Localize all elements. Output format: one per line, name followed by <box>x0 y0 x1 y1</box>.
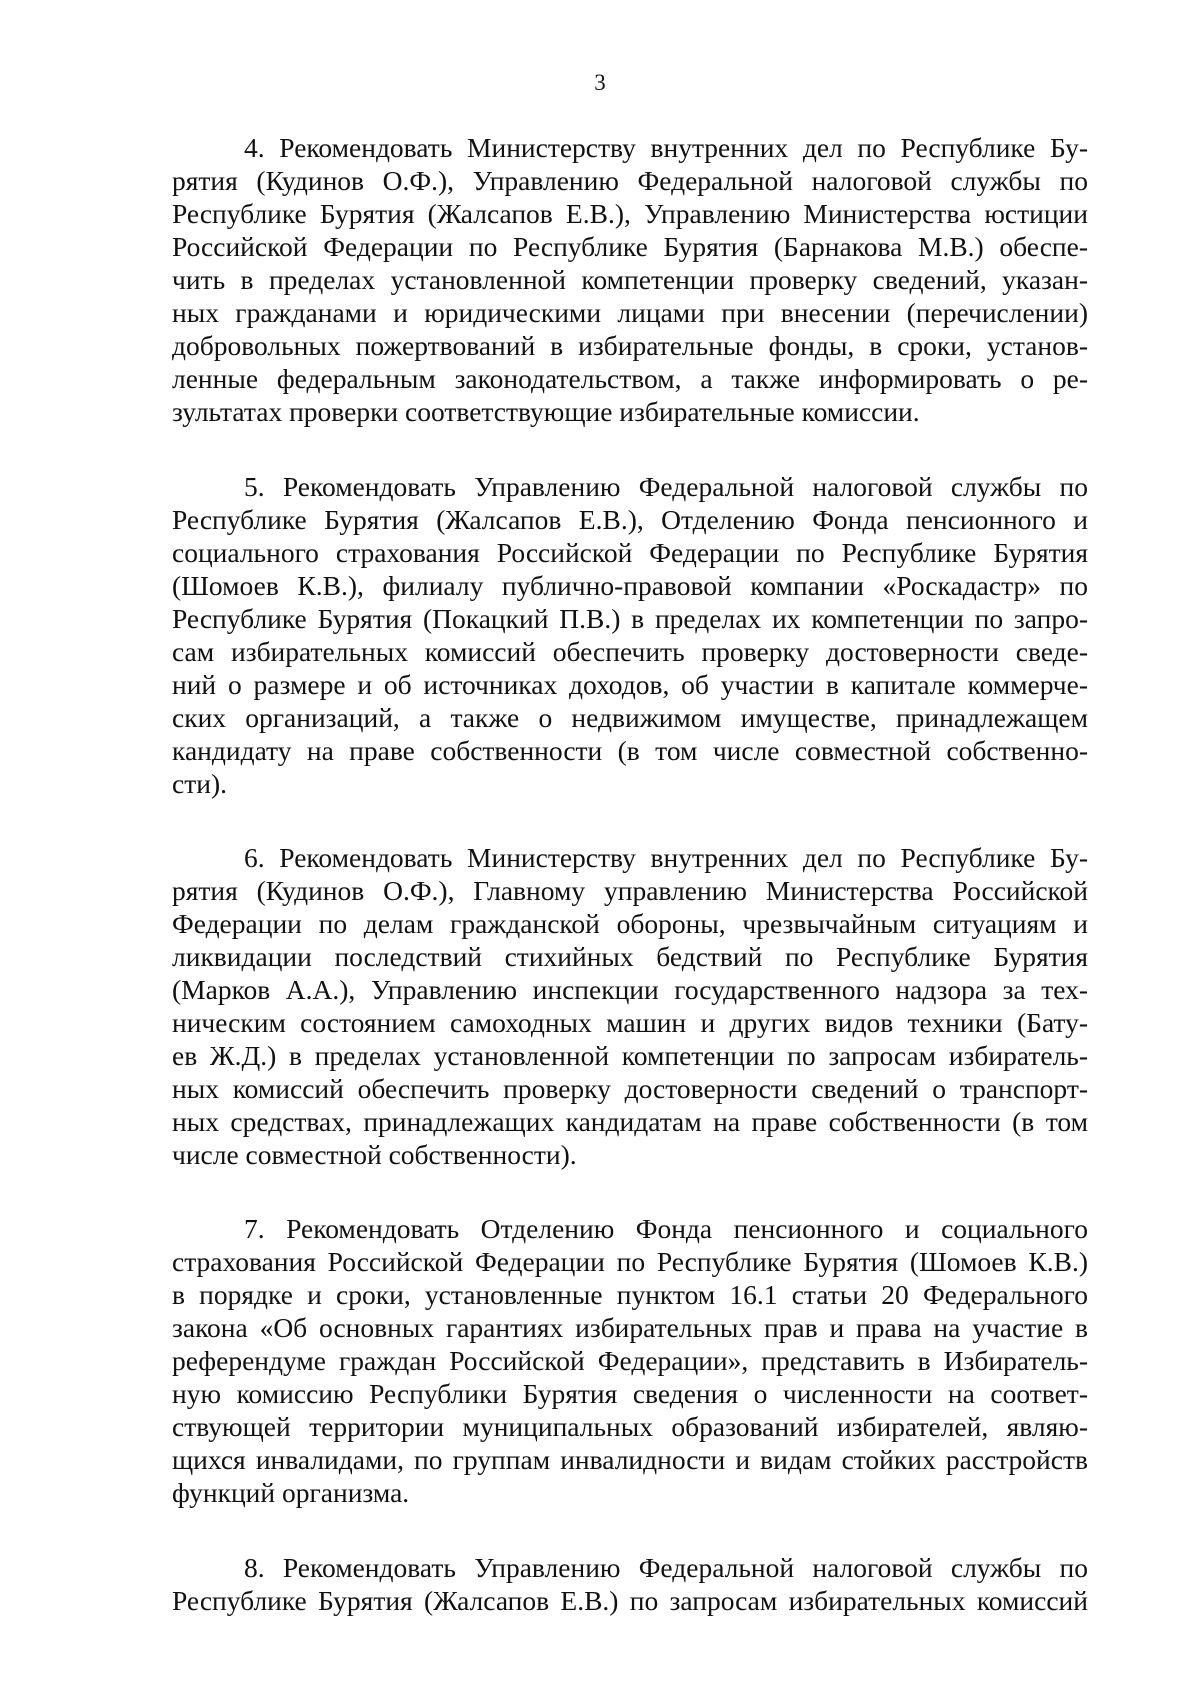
paragraph-line: функций организма. <box>172 1477 410 1508</box>
paragraph-line: 8. Рекомендовать Управлению Федеральной налоговой службы по <box>244 1552 1088 1583</box>
paragraph-line: закона «Об основных гарантиях избирательных прав и права на участие в <box>172 1312 1088 1343</box>
paragraph-line: Республике Бурятия (Покацкий П.В.) в пределах их компетенции по запро- <box>172 603 1088 634</box>
paragraph-line: ев Ж.Д.) в пределах установленной компетенции по запросам избиратель- <box>172 1040 1088 1071</box>
paragraph-line: социального страхования Российской Федерации по Республике Бурятия <box>172 537 1088 568</box>
paragraph-8 <box>172 1551 1088 1617</box>
paragraph-line: ленные федеральным законодательством, а также информировать о ре- <box>172 363 1088 394</box>
paragraph-line: Республике Бурятия (Жалсапов Е.В.), Отделению Фонда пенсионного и <box>172 504 1088 535</box>
paragraph-line: Республике Бурятия (Жалсапов Е.В.) по запросам избирательных комиссий <box>172 1585 1088 1616</box>
paragraph-line: (Марков А.А.), Управлению инспекции государственного надзора за тех- <box>172 974 1088 1005</box>
paragraph-line: чить в пределах установленной компетенции проверку сведений, указан- <box>172 264 1088 295</box>
paragraph-line: (Шомоев К.В.), филиалу публично-правовой компании «Роскадастр» по <box>172 570 1088 601</box>
paragraph-line: референдуме граждан Российской Федерации», представить в Избиратель- <box>172 1345 1088 1376</box>
paragraph-line: сти). <box>172 768 227 799</box>
paragraph-line: 5. Рекомендовать Управлению Федеральной налоговой службы по <box>244 471 1088 502</box>
paragraph-line: ликвидации последствий стихийных бедствий по Республике Бурятия <box>172 941 1088 972</box>
paragraph-line: в порядке и сроки, установленные пунктом 16.1 статьи 20 Федерального <box>172 1279 1088 1310</box>
paragraph-7 <box>172 1212 1088 1509</box>
paragraph-line: числе совместной собственности). <box>172 1139 577 1170</box>
paragraph-line: щихся инвалидами, по группам инвалидности и видам стойких расстройств <box>172 1444 1088 1475</box>
paragraph-line: ную комиссию Республики Бурятия сведения о численности на соответ- <box>172 1378 1088 1409</box>
paragraph-line: ских организаций, а также о недвижимом имуществе, принадлежащем <box>172 702 1088 733</box>
paragraph-6 <box>172 841 1088 1171</box>
paragraph-line: страхования Российской Федерации по Республике Бурятия (Шомоев К.В.) <box>172 1246 1088 1277</box>
paragraph-line: рятия (Кудинов О.Ф.), Управлению Федеральной налоговой службы по <box>172 165 1088 196</box>
paragraph-line: ний о размере и об источниках доходов, об участии в капитале коммерче- <box>172 669 1088 700</box>
page-number: 3 <box>594 70 606 95</box>
paragraph-line: Федерации по делам гражданской обороны, чрезвычайным ситуациям и <box>172 908 1088 939</box>
paragraph-line: Республике Бурятия (Жалсапов Е.В.), Управлению Министерства юстиции <box>172 198 1088 229</box>
paragraph-line: ных комиссий обеспечить проверку достоверности сведений о транспорт- <box>172 1073 1088 1104</box>
paragraph-line: Российской Федерации по Республике Бурятия (Барнакова М.В.) обеспе- <box>172 231 1088 262</box>
paragraph-line: 7. Рекомендовать Отделению Фонда пенсионного и социального <box>244 1213 1088 1244</box>
paragraph-5 <box>172 470 1088 800</box>
paragraph-line: 4. Рекомендовать Министерству внутренних дел по Республике Бу- <box>244 132 1088 163</box>
paragraph-line: кандидату на праве собственности (в том числе совместной собственно- <box>172 735 1088 766</box>
paragraph-line: зультатах проверки соответствующие избирательные комиссии. <box>172 396 920 427</box>
paragraph-line: рятия (Кудинов О.Ф.), Главному управлению Министерства Российской <box>172 875 1088 906</box>
paragraph-line: 6. Рекомендовать Министерству внутренних дел по Республике Бу- <box>244 842 1088 873</box>
paragraph-line: ствующей территории муниципальных образований избирателей, являю- <box>172 1411 1088 1442</box>
paragraph-4 <box>172 131 1088 428</box>
paragraph-line: ных средствах, принадлежащих кандидатам на праве собственности (в том <box>172 1106 1088 1137</box>
paragraph-line: добровольных пожертвований в избирательные фонды, в сроки, установ- <box>172 330 1088 361</box>
paragraph-line: ническим состоянием самоходных машин и других видов техники (Бату- <box>172 1007 1088 1038</box>
paragraph-line: ных гражданами и юридическими лицами при внесении (перечислении) <box>172 297 1088 328</box>
paragraph-line: сам избирательных комиссий обеспечить проверку достоверности сведе- <box>172 636 1088 667</box>
